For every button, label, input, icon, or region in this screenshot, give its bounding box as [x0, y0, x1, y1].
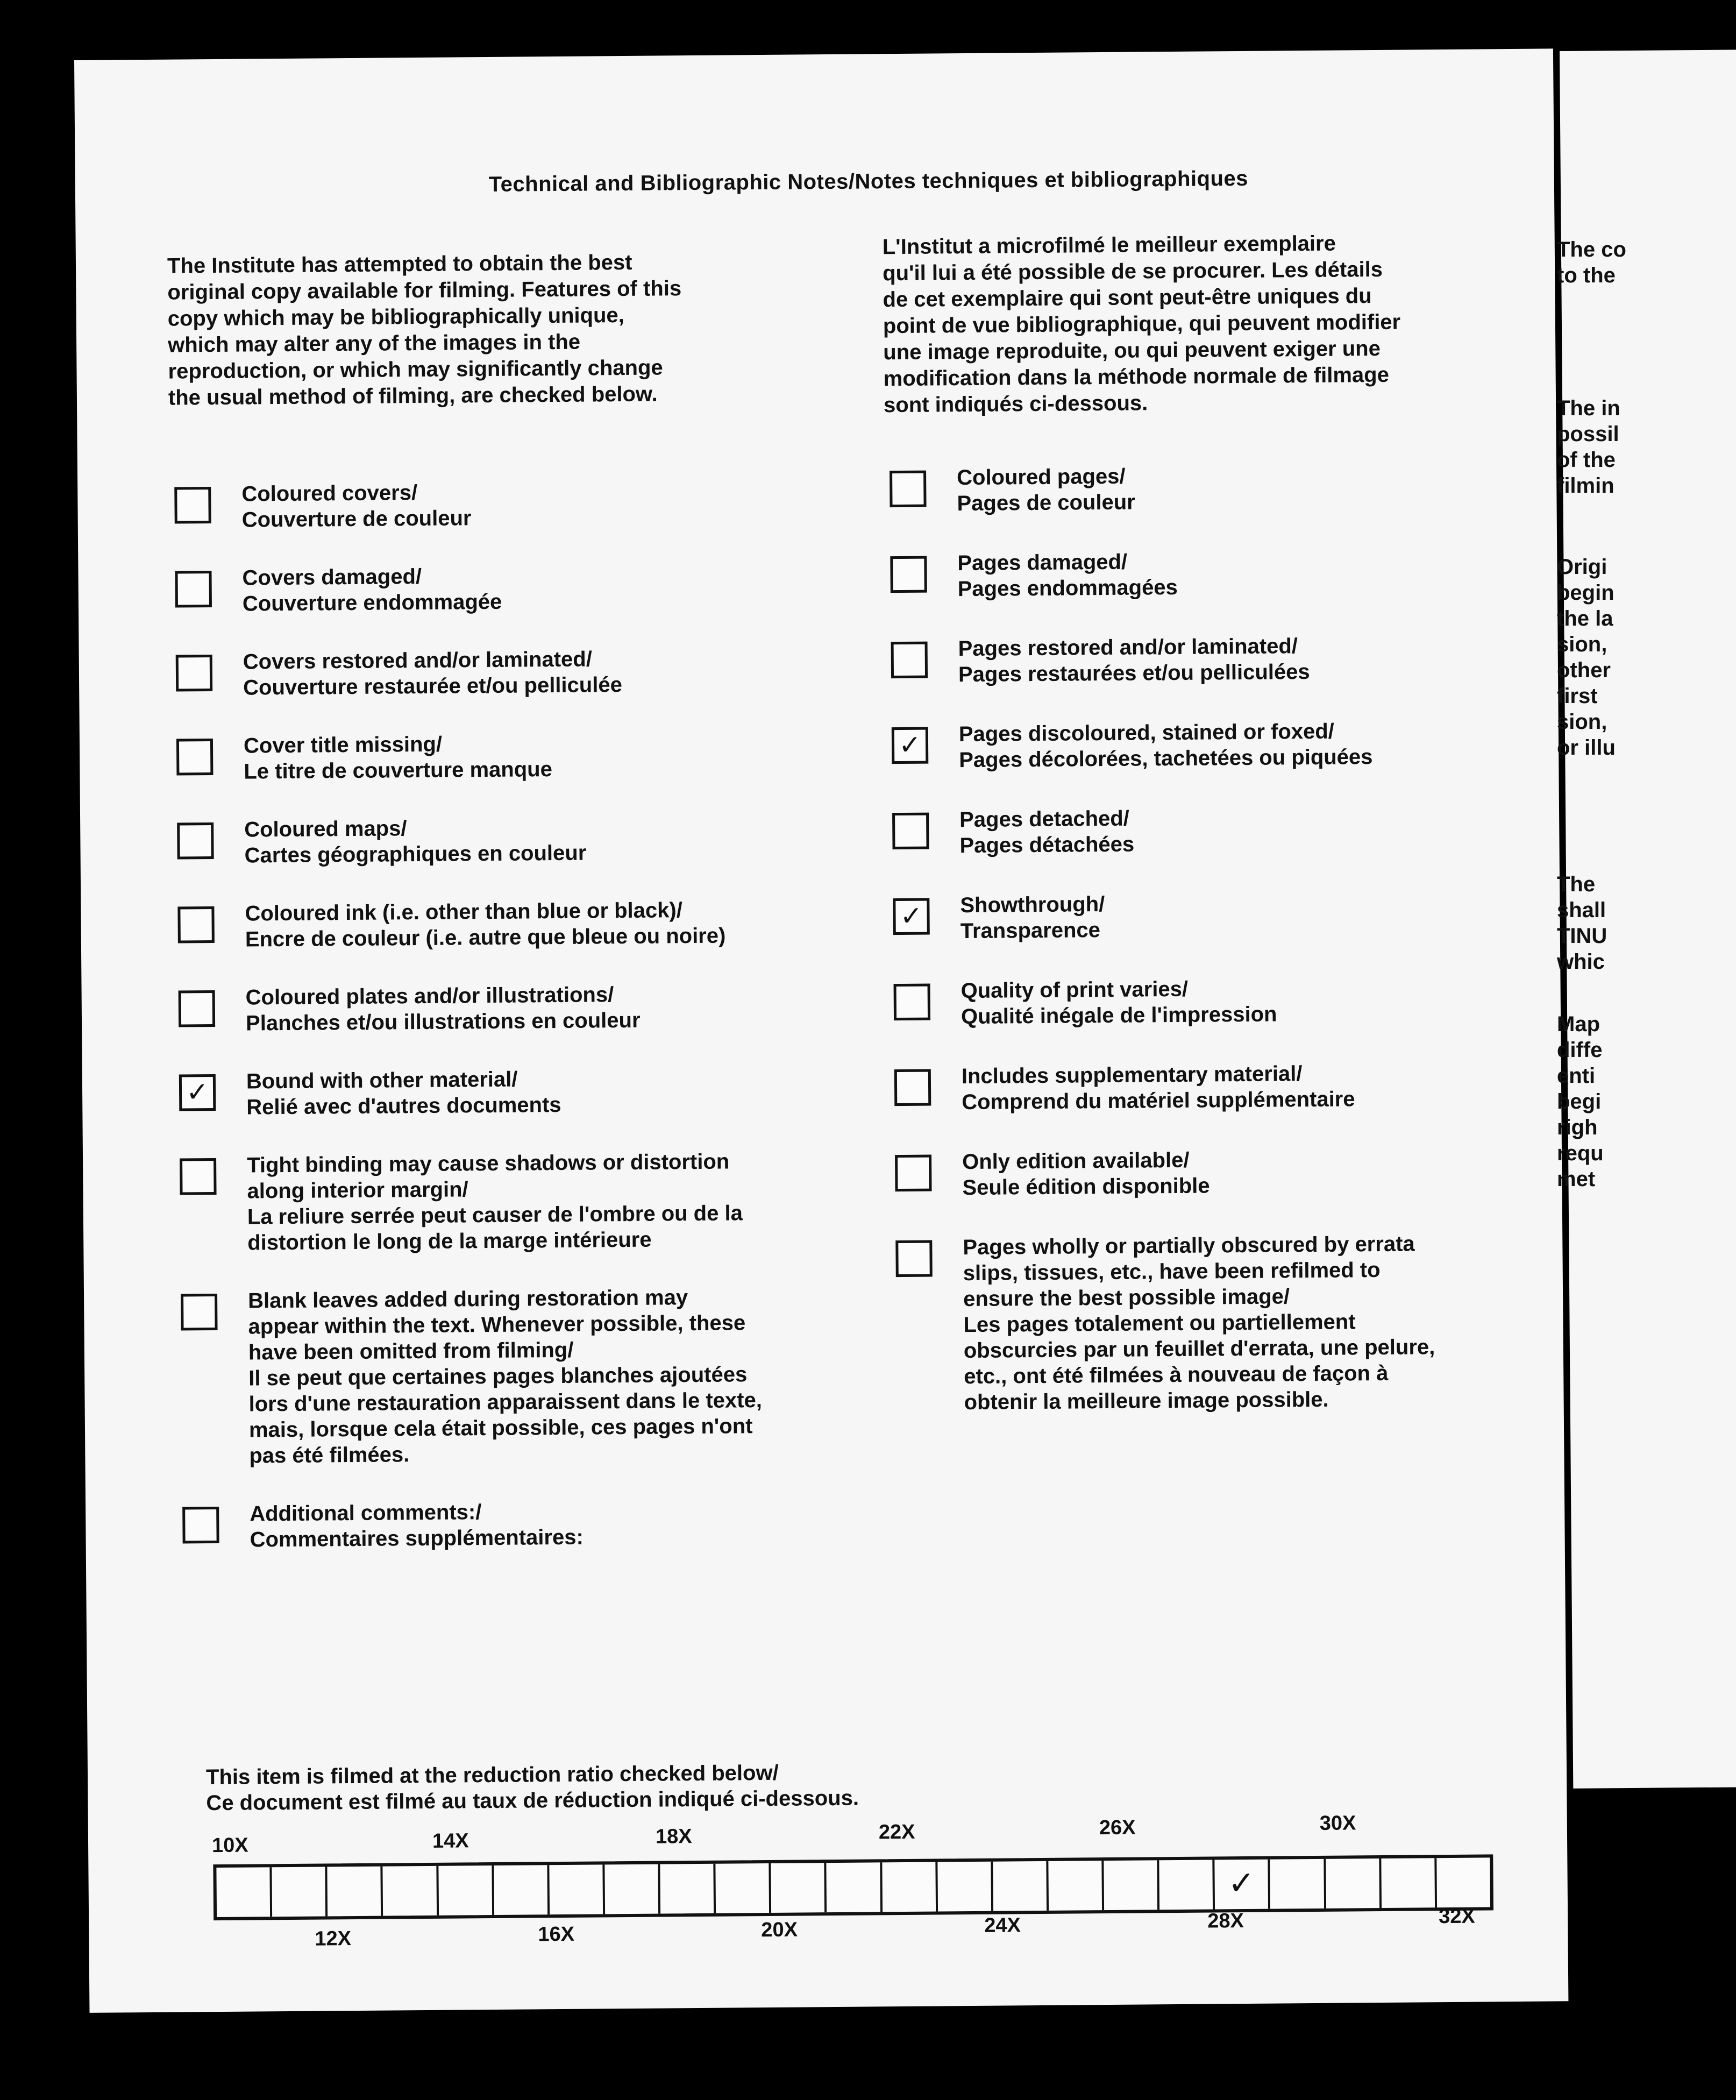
checklist-item	[891, 631, 1580, 688]
item-label-fr: Planches et/ou illustrations en couleur	[245, 1008, 641, 1035]
reduction-note-fr: Ce document est filmé au taux de réduction indiqué ci-dessous.	[206, 1786, 859, 1815]
item-label-en: Coloured pages/	[956, 464, 1126, 490]
item-label-fr: Cartes géographiques en couleur	[244, 841, 587, 868]
ratio-cell[interactable]	[937, 1862, 993, 1912]
ratio-cell[interactable]	[1381, 1858, 1437, 1908]
item-label-fr: Le titre de couverture manque	[244, 757, 553, 784]
checklist-item	[895, 1230, 1585, 1416]
item-label-fr: La reliure serrée peut causer de l'ombre ou de la distortion le long de la marge intérieure	[247, 1201, 743, 1255]
checkbox[interactable]	[177, 906, 215, 943]
checklist-item	[894, 1059, 1583, 1116]
checkbox[interactable]	[890, 471, 927, 508]
adjacent-page-text: righ	[1557, 1116, 1598, 1139]
adjacent-page-text: The in	[1557, 396, 1620, 420]
ratio-cell[interactable]	[438, 1865, 494, 1915]
item-label-fr: Relié avec d'autres documents	[246, 1092, 561, 1119]
item-label-en: Coloured plates and/or illustrations/	[245, 983, 614, 1010]
document-page	[74, 48, 1568, 2012]
ratio-cell[interactable]	[882, 1862, 938, 1912]
checklist-item	[177, 896, 888, 953]
adjacent-page-text: requ	[1557, 1141, 1604, 1165]
ratio-label: 30X	[1319, 1812, 1356, 1835]
checkbox[interactable]	[176, 655, 213, 692]
ratio-cell[interactable]	[660, 1864, 716, 1914]
checklist-item	[182, 1496, 893, 1553]
checklist-item	[179, 980, 889, 1037]
ratio-cell[interactable]	[216, 1867, 272, 1917]
checkbox[interactable]	[181, 1294, 218, 1331]
adjacent-page-text: begi	[1557, 1090, 1602, 1113]
ratio-cell[interactable]	[1104, 1860, 1159, 1910]
ratio-cell[interactable]	[1326, 1858, 1382, 1909]
checklist-item	[892, 802, 1581, 859]
checkbox[interactable]	[177, 822, 214, 860]
checkbox[interactable]	[175, 571, 212, 608]
checkbox[interactable]	[179, 990, 216, 1027]
adjacent-page-text: sion,	[1557, 633, 1607, 656]
ratio-label: 32X	[1439, 1905, 1475, 1928]
adjacent-page-text: the la	[1557, 607, 1613, 630]
checkbox[interactable]: ✓	[179, 1074, 216, 1111]
right-checklist	[890, 460, 1585, 1450]
ratio-cell[interactable]	[1159, 1860, 1215, 1910]
checkbox[interactable]	[892, 813, 929, 850]
item-label-en: Additional comments:/	[250, 1500, 482, 1526]
adjacent-page-text: first	[1557, 684, 1598, 708]
adjacent-page-text: Map	[1557, 1012, 1600, 1036]
adjacent-page-text: The	[1557, 872, 1596, 896]
adjacent-page-text: other	[1557, 658, 1611, 682]
ratio-label: 20X	[761, 1918, 798, 1942]
checklist-item	[895, 1144, 1584, 1201]
item-label-fr: Seule édition disponible	[962, 1174, 1210, 1200]
item-label-fr: Pages de couleur	[957, 490, 1135, 516]
ratio-cell[interactable]	[1270, 1859, 1326, 1909]
ratio-cell[interactable]	[1048, 1861, 1104, 1911]
item-label-en: Pages damaged/	[957, 550, 1128, 576]
item-label-fr: Pages détachées	[959, 832, 1135, 858]
checkbox[interactable]	[176, 739, 214, 776]
ratio-cell[interactable]	[993, 1861, 1049, 1911]
ratio-label: 24X	[984, 1914, 1021, 1937]
checklist-item	[176, 728, 887, 785]
ratio-label: 10X	[211, 1834, 248, 1857]
ratio-cell[interactable]: ✓	[1215, 1860, 1271, 1910]
page-title: Technical and Bibliographic Notes/Notes techniques et bibliographiques	[488, 166, 1249, 196]
ratio-cell[interactable]	[383, 1866, 439, 1916]
ratio-cell[interactable]	[604, 1864, 660, 1914]
checkbox[interactable]: ✓	[893, 898, 930, 935]
adjacent-page-text: The co	[1557, 238, 1626, 261]
item-label-fr: Pages décolorées, tachetées ou piquées	[959, 745, 1373, 772]
adjacent-page-text: begin	[1557, 581, 1614, 605]
adjacent-page-text: enti	[1557, 1064, 1596, 1088]
ratio-cell[interactable]	[494, 1865, 550, 1915]
item-label-en: Showthrough/	[960, 892, 1105, 918]
ratio-cell[interactable]	[771, 1863, 827, 1913]
item-label-en: Includes supplementary material/	[961, 1062, 1303, 1089]
checkbox[interactable]	[895, 1240, 933, 1278]
checklist-item	[892, 716, 1581, 774]
item-label-en: Quality of print varies/	[961, 977, 1189, 1003]
item-label-en: Pages restored and/or laminated/	[958, 634, 1298, 661]
item-label-en: Pages wholly or partially obscured by errata slips, tissues, etc., have been refilmed to ensure the best possible image/	[963, 1232, 1415, 1311]
adjacent-page-text: TINU	[1557, 924, 1607, 948]
checkbox[interactable]	[894, 1069, 931, 1106]
checklist-item	[893, 973, 1582, 1030]
item-label-fr: Couverture de couleur	[241, 506, 472, 532]
ratio-label: 22X	[878, 1820, 915, 1844]
checklist-item	[177, 812, 887, 869]
checklist-item	[890, 545, 1579, 602]
checkbox[interactable]: ✓	[892, 727, 929, 764]
reduction-ratio-section	[205, 1754, 1605, 1950]
ratio-label: 26X	[1099, 1816, 1136, 1840]
adjacent-page-text: sion,	[1557, 710, 1607, 734]
adjacent-page-text: diffe	[1557, 1038, 1603, 1062]
item-label-fr: Comprend du matériel supplémentaire	[962, 1087, 1355, 1115]
left-checklist	[174, 476, 893, 1585]
item-label-fr: Encre de couleur (i.e. autre que bleue ou noire)	[245, 924, 726, 952]
checkbox[interactable]	[180, 1158, 217, 1195]
ratio-label: 16X	[538, 1922, 575, 1946]
adjacent-page-text: shall	[1557, 898, 1606, 922]
checklist-item	[890, 460, 1578, 517]
item-label-fr: Il se peut que certaines pages blanches ajoutées lors d'une restauration apparaissent dans le texte, mais, lorsque cela était possible, ces pages n'ont pas été filmées.	[248, 1363, 763, 1468]
item-label-fr: Transparence	[960, 918, 1101, 943]
item-label-en: Cover title missing/	[243, 732, 443, 758]
adjacent-page-text: whic	[1557, 950, 1605, 974]
item-label-en: Only edition available/	[962, 1148, 1190, 1174]
reduction-note-en: This item is filmed at the reduction ratio checked below/	[205, 1761, 779, 1790]
reduction-ratio-strip	[213, 1854, 1493, 1920]
adjacent-page-text: met	[1557, 1167, 1596, 1191]
item-label-en: Covers damaged/	[242, 564, 422, 590]
checklist-item	[181, 1283, 892, 1469]
ratio-cell[interactable]	[328, 1867, 383, 1917]
item-label-fr: Couverture endommagée	[242, 590, 502, 616]
item-label-fr: Commentaires supplémentaires:	[250, 1525, 584, 1552]
checklist-item	[893, 888, 1582, 945]
checklist-item	[179, 1063, 890, 1120]
adjacent-page-text: Origi	[1557, 555, 1607, 579]
ratio-label: 28X	[1207, 1910, 1244, 1933]
intro-english: The Institute has attempted to obtain the best original copy available for filming. Features of this copy which may be bibliographically unique, which may alter any of the images in the reproduction, or which may significantly change the usual method of filming, are checked below.	[167, 250, 682, 410]
item-label-fr: Les pages totalement ou partiellement obscurcies par un feuillet d'errata, une pelure, etc., ont été filmées à nouveau de façon à obtenir la meilleure image possible.	[963, 1310, 1435, 1415]
ratio-cell[interactable]	[272, 1867, 328, 1917]
item-label-en: Coloured covers/	[241, 481, 418, 506]
adjacent-page-text: possil	[1557, 422, 1619, 446]
ratio-cell[interactable]	[715, 1863, 771, 1913]
item-label-fr: Pages endommagées	[957, 575, 1178, 601]
checklist-item	[176, 644, 886, 701]
ratio-label: 12X	[315, 1927, 352, 1950]
item-label-en: Bound with other material/	[246, 1067, 518, 1094]
ratio-cell[interactable]	[549, 1864, 605, 1914]
ratio-label: 14X	[432, 1829, 469, 1853]
item-label-fr: Pages restaurées et/ou pelliculées	[958, 659, 1310, 687]
item-label-en: Coloured maps/	[244, 817, 407, 842]
item-label-fr: Qualité inégale de l'impression	[961, 1002, 1277, 1029]
item-label-en: Pages detached/	[959, 806, 1129, 832]
checkbox[interactable]	[895, 1155, 932, 1192]
adjacent-page-text: filmin	[1557, 474, 1614, 498]
checklist-item	[180, 1147, 890, 1256]
item-label-fr: Couverture restaurée et/ou pelliculée	[243, 673, 623, 700]
ratio-cell[interactable]	[827, 1862, 883, 1912]
checkbox[interactable]	[890, 556, 927, 593]
item-label-en: Covers restored and/or laminated/	[243, 647, 593, 674]
adjacent-page-text: of the	[1557, 448, 1616, 472]
checklist-item	[174, 476, 885, 533]
ratio-cell[interactable]	[1436, 1857, 1490, 1907]
item-label-en: Tight binding may cause shadows or distortion along interior margin/	[246, 1150, 730, 1203]
item-label-en: Blank leaves added during restoration may appear within the text. Whenever possible, these have been omitted from filming/	[247, 1286, 746, 1365]
checkbox[interactable]	[891, 642, 928, 679]
checkbox[interactable]	[174, 487, 211, 524]
item-label-en: Pages discoloured, stained or foxed/	[958, 719, 1334, 747]
ratio-label: 18X	[655, 1825, 692, 1848]
item-label-en: Coloured ink (i.e. other than blue or black)/	[245, 898, 683, 926]
checkbox[interactable]	[894, 984, 931, 1021]
checkbox[interactable]	[182, 1507, 219, 1544]
adjacent-page-text: to the	[1557, 264, 1616, 287]
checklist-item	[175, 560, 885, 617]
intro-french: L'Institut a microfilmé le meilleur exemplaire qu'il lui a été possible de se procurer. Les détails de cet exemplaire qui sont peut-être uniques du point de vue bibliographique, qui peuvent modifier une image reproduite, ou qui peuvent exiger une modification dans la méthode normale de filmage sont indiqués ci-dessous.	[882, 231, 1401, 417]
adjacent-page-text: or illu	[1557, 736, 1616, 760]
